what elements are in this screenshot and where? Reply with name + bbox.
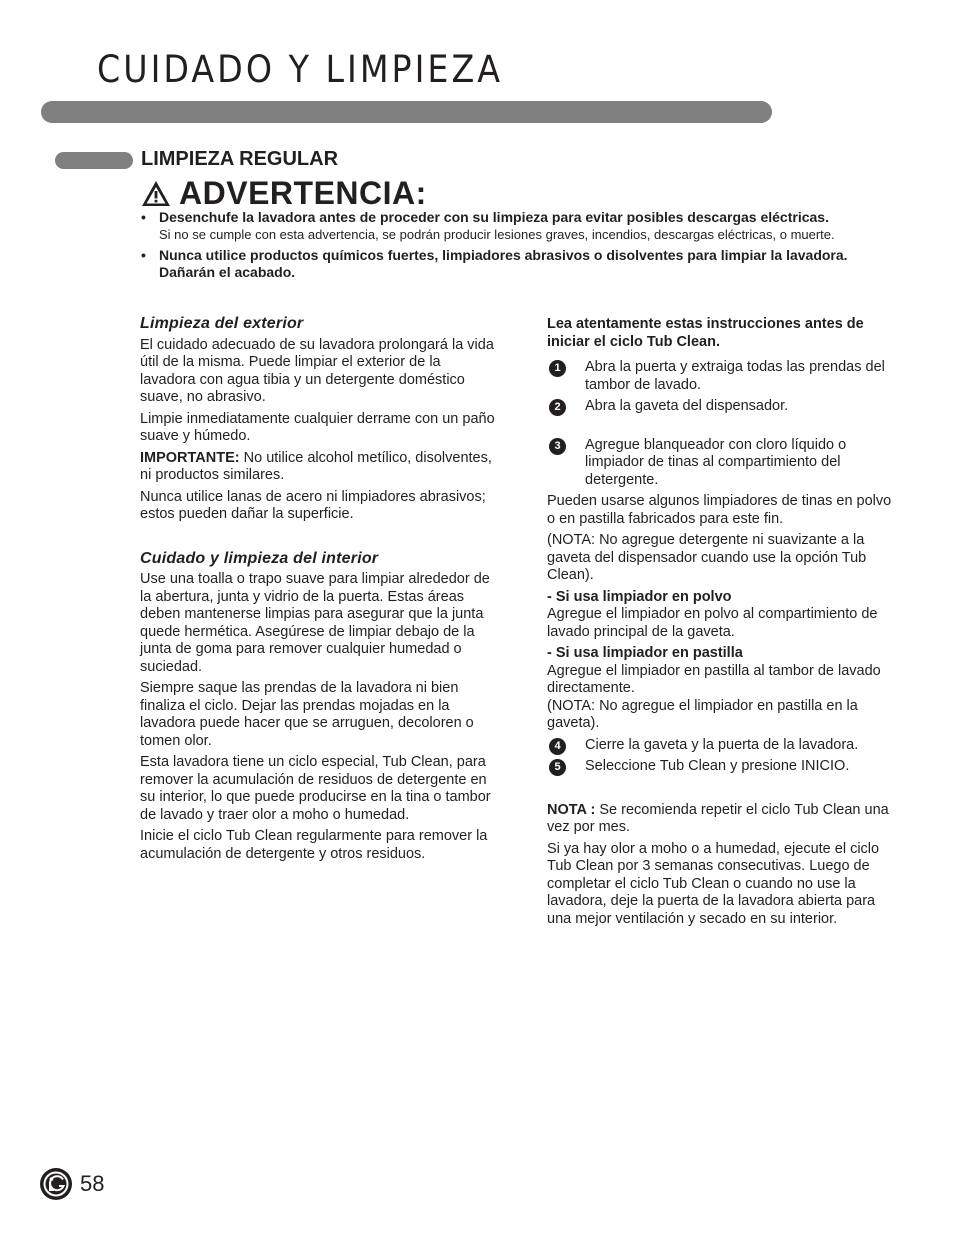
tablet-text: Agregue el limpiador en pastilla al tambor de lavado directamente.	[547, 662, 881, 696]
step3-detail: Pueden usarse algunos limpiadores de tinas en polvo o en pastilla fabricados para este fin.	[547, 493, 892, 527]
warning-item-bold: Nunca utilice productos químicos fuertes, limpiadores abrasivos o disolventes para limpiar la lavadora. Dañarán el acabado.	[159, 247, 848, 280]
interior-paragraph: Inicie el ciclo Tub Clean regularmente para remover la acumulación de detergente y otros residuos.	[140, 828, 488, 862]
page-number: 58	[80, 1171, 105, 1196]
left-column	[140, 315, 495, 867]
step-item	[547, 437, 902, 490]
step-number: 5	[549, 759, 566, 776]
section-pill	[55, 152, 133, 169]
step-item	[547, 359, 902, 394]
step3-note: (NOTA: No agregue detergente ni suavizante a la gaveta del dispensador cuando use la opción Tub Clean).	[547, 532, 867, 583]
interior-heading: Cuidado y limpieza del interior	[140, 549, 379, 567]
exterior-heading: Limpieza del exterior	[140, 315, 304, 332]
warning-list	[141, 209, 901, 285]
exterior-paragraph: El cuidado adecuado de su lavadora prolongará la vida útil de la misma. Puede limpiar el exterior de la lavadora con agua tibia y un detergente doméstico suave, no abrasivo.	[140, 336, 494, 405]
section-title: LIMPIEZA REGULAR	[141, 148, 339, 170]
step-text: Abra la puerta y extraiga todas las prendas del tambor de lavado.	[585, 359, 885, 393]
tubclean-note	[547, 802, 902, 837]
interior-paragraph: Esta lavadora tiene un ciclo especial, Tub Clean, para remover la acumulación de residuos de detergente en su interior, lo que puede producirse en la tina o tambor de lavado y traer olor a moho o humedad.	[140, 754, 491, 823]
tablet-note: (NOTA: No agregue el limpiador en pastilla en la gaveta).	[547, 697, 858, 731]
step-text: Abra la gaveta del dispensador.	[585, 398, 789, 414]
warning-heading	[141, 175, 427, 212]
tubclean-final: Si ya hay olor a moho o a humedad, ejecute el ciclo Tub Clean por 3 semanas consecutivas. Luego de completar el ciclo Tub Clean o cuando no use la lavadora, deje la puerta de la lavadora abierta para una mejor ventilación y secado en su interior.	[547, 840, 880, 927]
powder-heading: - Si usa limpiador en polvo	[547, 588, 732, 605]
note-label: NOTA :	[547, 801, 596, 818]
interior-paragraph: Siempre saque las prendas de la lavadora ni bien finaliza el ciclo. Dejar las prendas mojadas en la lavadora puede hacer que se arruguen, decoloren o tomen olor.	[140, 680, 474, 749]
tubclean-intro: Lea atentamente estas instrucciones antes de iniciar el ciclo Tub Clean.	[547, 316, 864, 350]
step-number: 4	[549, 738, 566, 755]
exterior-paragraph: Nunca utilice lanas de acero ni limpiadores abrasivos; estos pueden dañar la superficie.	[140, 488, 486, 522]
step-item	[547, 398, 902, 416]
important-label: IMPORTANTE:	[140, 449, 240, 466]
warning-item-text: Si no se cumple con esta advertencia, se podrán producir lesiones graves, incendios, descargas eléctricas, o muerte.	[159, 227, 835, 242]
interior-paragraph: Use una toalla o trapo suave para limpiar alrededor de la abertura, junta y vidrio de la puerta. Estas áreas deben mantenerse limpias para asegurar que la junta quede hermética. Asegúrese de limpiar debajo de la junta de goma para remover cualquier humedad o suciedad.	[140, 571, 490, 675]
step-number: 1	[549, 360, 566, 377]
warning-item-bold: Desenchufe la lavadora antes de proceder con su limpieza para evitar posibles descargas eléctricas.	[159, 209, 829, 225]
exterior-paragraph: Limpie inmediatamente cualquier derrame con un paño suave y húmedo.	[140, 410, 495, 444]
step-text: Agregue blanqueador con cloro líquido o limpiador de tinas al compartimiento del detergente.	[585, 436, 847, 488]
step-number: 2	[549, 399, 566, 416]
step-item	[547, 758, 902, 776]
step-item	[547, 737, 902, 755]
warning-item	[141, 209, 901, 243]
step-text: Seleccione Tub Clean y presione INICIO.	[585, 758, 850, 774]
warning-item	[141, 247, 901, 281]
exterior-important	[140, 450, 495, 485]
title-bar	[41, 101, 772, 123]
step-number: 3	[549, 438, 566, 455]
step-text: Cierre la gaveta y la puerta de la lavadora.	[585, 736, 859, 753]
tablet-heading: - Si usa limpiador en pastilla	[547, 645, 743, 661]
warning-heading-text: ADVERTENCIA:	[179, 175, 427, 211]
note-text: Se recomienda repetir el ciclo Tub Clean una vez por mes.	[547, 801, 889, 835]
warning-triangle-icon	[141, 180, 171, 207]
page-title: CUIDADO Y LIMPIEZA	[97, 48, 504, 91]
right-column	[547, 316, 902, 932]
lg-logo-icon	[39, 1167, 73, 1201]
powder-text: Agregue el limpiador en polvo al compartimiento de lavado principal de la gaveta.	[547, 606, 878, 640]
important-text: No utilice alcohol metílico, disolventes, ni productos similares.	[140, 449, 492, 483]
